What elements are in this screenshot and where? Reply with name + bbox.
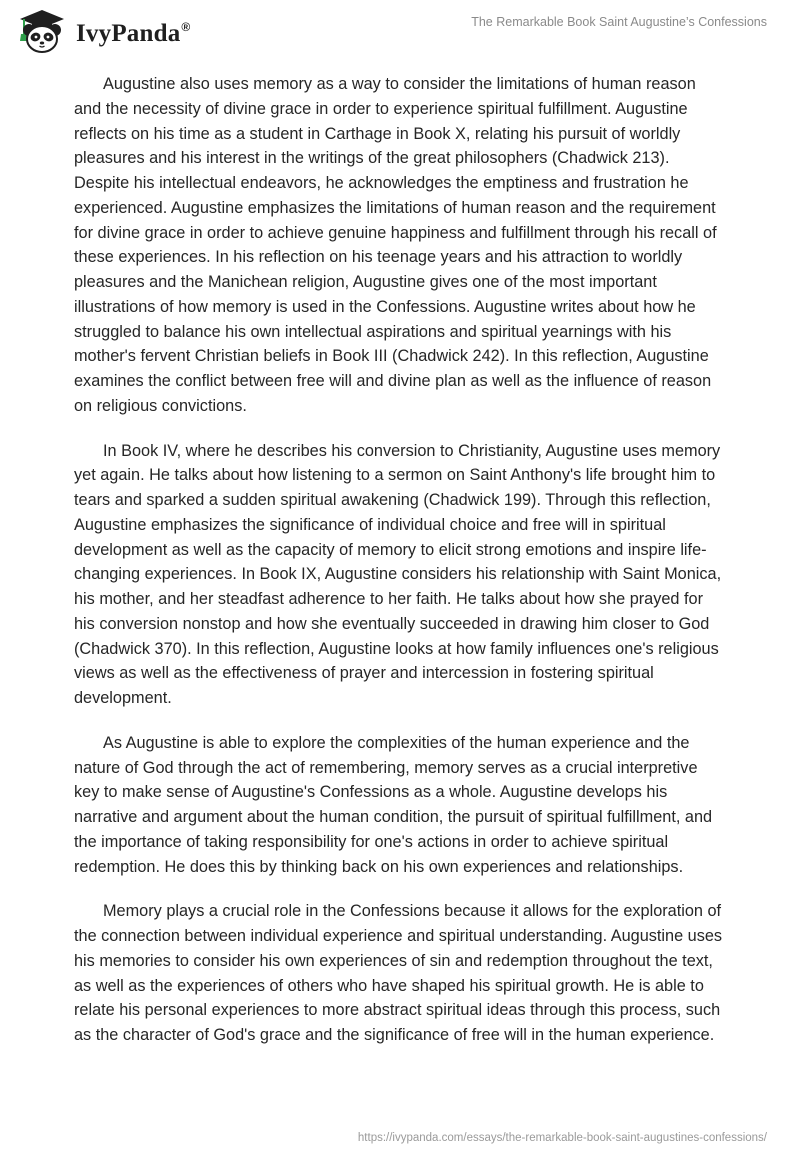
paragraph: In Book IV, where he describes his conversion to Christianity, Augustine uses memory yet again. He talks about how listening to a sermon on Saint Anthony's life brought him to tears and sparked a sudden spiritual awakening (Chadwick 199). Through this reflection, Augustine emphasizes the significance of individual choice and free will in spiritual development as well as the capacity of memory to elicit strong emotions and inspire life-changing experiences. In Book IX, Augustine considers his relationship with Saint Monica, his mother, and her steadfast adherence to her faith. He talks about how she prayed for his conversion nonstop and how she eventually succeeded in drawing him closer to God (Chadwick 370). In this reflection, Augustine looks at how family influences one's religious views as well as the effectiveness of prayer and intercession in fostering spiritual development.	[74, 441, 722, 707]
paragraph: Memory plays a crucial role in the Confessions because it allows for the exploration of the connection between individual experience and spiritual understanding. Augustine uses his memories to consider his own experiences of sin and redemption throughout the text, as well as the experiences of others who have shaped his spiritual growth. He is able to relate his personal experiences to more abstract spiritual ideas through this process, such as the character of God's grace and the significance of free will in the human experience.	[74, 902, 723, 1044]
paragraph: As Augustine is able to explore the complexities of the human experience and the nature of God through the act of remembering, memory serves as a crucial interpretive key to make sense of Augustine's Confessions as a whole. Augustine develops his narrative and argument about the human condition, the pursuit of spiritual fulfillment, and the importance of taking responsibility for one's actions in order to achieve spiritual redemption. He does this by thinking back on his own experiences and relationships.	[74, 733, 713, 876]
essay-body	[74, 72, 724, 1068]
page-header	[0, 0, 800, 60]
source-url[interactable]: https://ivypanda.com/essays/the-remarkable-book-saint-augustines-confessions/	[357, 1132, 767, 1144]
paragraph: Augustine also uses memory as a way to consider the limitations of human reason and the necessity of divine grace in order to experience spiritual fulfillment. Augustine reflects on his time as a student in Carthage in Book X, relating his pursuit of worldly pleasures and his interest in the writings of the great philosophers (Chadwick 213). Despite his intellectual endeavors, he acknowledges the emptiness and frustration he experienced. Augustine emphasizes the limitations of human reason and the requirement for divine grace in order to achieve genuine happiness and fulfillment through his recall of these experiences. In his reflection on his teenage years and his attraction to worldly pleasures and the Manichean religion, Augustine gives one of the most important illustrations of how memory is used in the Confessions. Augustine writes about how he struggled to balance his own intellectual aspirations and spiritual yearnings with his mother's fervent Christian beliefs in Book III (Chadwick 242). In this reflection, Augustine examines the conflict between free will and divine plan as well as the influence of reason on religious convictions.	[74, 75, 717, 415]
brand-name: IvyPanda®	[76, 19, 191, 47]
document-title: The Remarkable Book Saint Augustine’s Confessions	[471, 15, 767, 29]
registered-mark: ®	[181, 20, 191, 35]
panda-graduate-icon	[14, 8, 70, 54]
brand-logo-link[interactable]	[14, 8, 190, 54]
